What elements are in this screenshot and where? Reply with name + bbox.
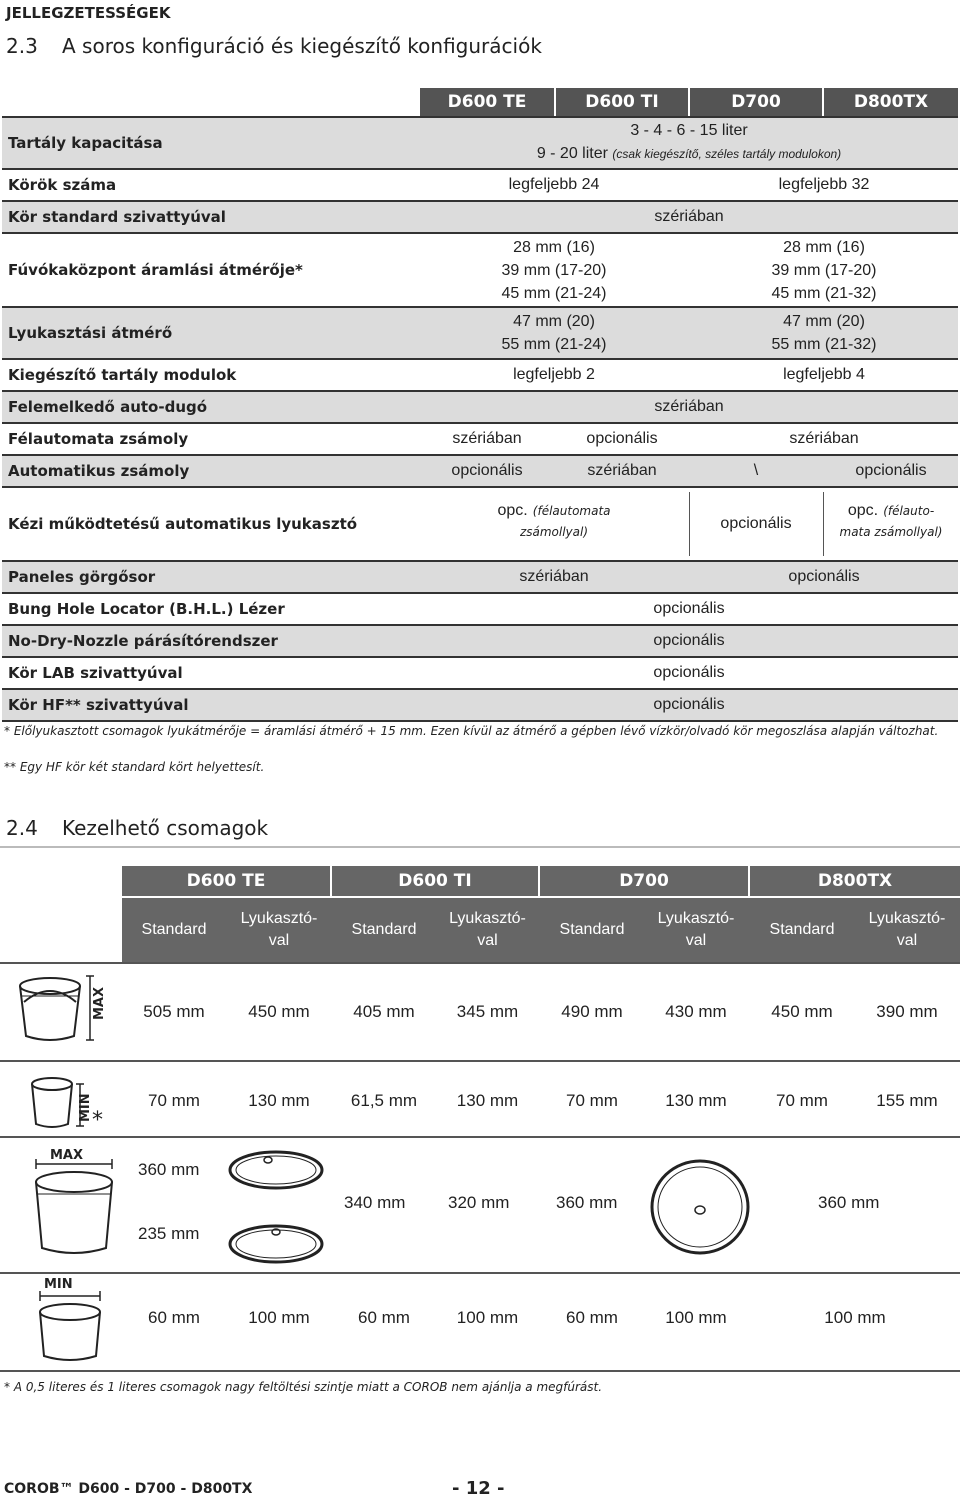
footer-brand: COROB™ D600 - D700 - D800TX	[4, 1481, 253, 1497]
min-height-cell-5: 130 mm	[665, 1091, 727, 1110]
label-bung-hole-locator: Bung Hole Locator (B.H.L.) Lézer	[8, 600, 285, 618]
punch-d600-2: 55 mm (21-24)	[501, 336, 607, 353]
page-number: - 12 -	[452, 1478, 505, 1499]
manual-punch-d600-note1: (félautomata	[532, 504, 611, 518]
semi-stool-d600ti: opcionális	[586, 430, 658, 447]
model-header-d800tx: D800TX	[824, 88, 958, 116]
t2-header-d600ti: D600 TI	[398, 871, 472, 891]
min-height-badge: MIN	[78, 1093, 93, 1122]
auto-plug-value: szériában	[654, 398, 724, 415]
chapter-title: JELLEGZETESSÉGEK	[6, 4, 171, 22]
model-header-d700: D700	[690, 88, 822, 116]
footnote-packages: * A 0,5 literes és 1 literes csomagok nagy feltöltési szintje miatt a COROB nem ajánlja a megfúrást.	[4, 1380, 603, 1394]
subheader-punched: Lyukasztó- val	[868, 910, 946, 949]
min-height-cell-2: 61,5 mm	[350, 1091, 418, 1110]
capacity-line1: 3 - 4 - 6 - 15 liter	[630, 122, 748, 139]
model-header-d600te: D600 TE	[420, 88, 554, 116]
semi-stool-d700-d800: szériában	[789, 430, 859, 447]
lid-icon-large	[644, 1152, 756, 1262]
min-height-asterisk: *	[92, 1108, 103, 1133]
auto-stool-d700: \	[753, 462, 759, 479]
punch-d600	[420, 310, 688, 356]
max-diam-d600ti-std: 340 mm	[344, 1193, 406, 1212]
subheader-standard: Standard	[141, 921, 207, 938]
min-diam-cell-5: 100 mm	[665, 1308, 727, 1327]
section-heading-2-3	[6, 34, 542, 58]
min-diam-cell-2: 60 mm	[358, 1308, 410, 1327]
subheader-punched: Lyukasztó- val	[240, 910, 318, 949]
min-height-cell-3: 130 mm	[456, 1091, 519, 1110]
max-height-cell-6: 450 mm	[771, 1002, 833, 1021]
max-height-cell-2: 405 mm	[353, 1002, 415, 1021]
subheader-punched: Lyukasztó- val	[657, 910, 735, 949]
circuits-d700-d800: legfeljebb 32	[778, 176, 870, 193]
modules-d700-d800: legfeljebb 4	[783, 366, 865, 383]
label-nozzle-diameter: Fúvókaközpont áramlási átmérője*	[8, 261, 303, 279]
label-hf-pump: Kör HF** szivattyúval	[8, 696, 189, 714]
auto-stool-d600te: opcionális	[451, 462, 523, 479]
auto-stool-d800tx: opcionális	[855, 462, 927, 479]
max-height-cell-5: 430 mm	[665, 1002, 727, 1021]
capacity-line2-main: 9 - 20 liter	[536, 145, 608, 162]
nozzle-d700-3: 45 mm (21-32)	[771, 285, 877, 302]
min-diameter-badge: MIN	[44, 1277, 73, 1292]
max-diam-std-2: 235 mm	[138, 1224, 200, 1243]
standard-pump-value: szériában	[654, 208, 724, 225]
lid-icon-top	[224, 1148, 328, 1192]
subheader-punched: Lyukasztó- val	[449, 910, 526, 949]
min-height-cell-6: 70 mm	[776, 1091, 828, 1110]
manual-punch-d600-note2: zsámollyal)	[519, 525, 589, 539]
label-auto-plug: Felemelkedő auto-dugó	[8, 398, 208, 416]
lab-value: opcionális	[653, 664, 725, 681]
capacity-line2	[420, 145, 958, 163]
min-diam-cell-6: 100 mm	[824, 1308, 886, 1327]
t2-header-d600te: D600 TE	[186, 871, 266, 891]
manual-punch-d800-opc: opc.	[847, 502, 879, 519]
max-diam-d700-std: 360 mm	[556, 1193, 618, 1212]
max-diameter-badge: MAX	[50, 1148, 84, 1163]
model-header-d600ti: D600 TI	[556, 88, 688, 116]
section-number-2: 2.4	[6, 816, 38, 840]
nozzle-d700-2: 39 mm (17-20)	[771, 262, 877, 279]
max-height-cell-7: 390 mm	[876, 1002, 938, 1021]
bung-value: opcionális	[653, 600, 725, 617]
semi-stool-d600te: szériában	[452, 430, 522, 447]
label-modules: Kiegészítő tartály modulok	[8, 366, 237, 384]
subheader-standard: Standard	[769, 921, 835, 938]
max-height-badge: MAX	[92, 986, 107, 1020]
max-height-cell-1: 450 mm	[248, 1002, 310, 1021]
section-title: A soros konfiguráció és kiegészítő konfigurációk	[62, 34, 542, 58]
nozzle-d600	[420, 236, 688, 305]
nozzle-d600-2: 39 mm (17-20)	[501, 262, 607, 279]
label-auto-stool: Automatikus zsámoly	[8, 462, 190, 480]
roller-d700-d800: opcionális	[788, 568, 860, 585]
punch-d700-1: 47 mm (20)	[783, 313, 865, 330]
min-diam-cell-1: 100 mm	[248, 1308, 310, 1327]
manual-punch-d700: opcionális	[720, 515, 792, 532]
max-height-cell-3: 345 mm	[456, 1002, 519, 1021]
section-number: 2.3	[6, 34, 38, 58]
no-dry-value: opcionális	[653, 632, 725, 649]
subheader-standard: Standard	[559, 921, 625, 938]
circuits-d600: legfeljebb 24	[508, 176, 600, 193]
nozzle-d700-d800	[690, 236, 958, 305]
punch-d600-1: 47 mm (20)	[513, 313, 595, 330]
label-roller: Paneles görgősor	[8, 568, 156, 586]
min-height-cell-1: 130 mm	[248, 1091, 310, 1110]
bucket-max-diameter-icon	[26, 1156, 122, 1260]
lid-icon-bottom	[224, 1222, 328, 1266]
nozzle-d600-3: 45 mm (21-24)	[501, 285, 607, 302]
label-standard-pump: Kör standard szivattyúval	[8, 208, 226, 226]
label-manual-punch: Kézi működtetésű automatikus lyukasztó	[8, 515, 358, 533]
label-lab-pump: Kör LAB szivattyúval	[8, 664, 183, 682]
manual-punch-d600-opc: opc.	[497, 502, 528, 519]
manual-punch-d600	[420, 500, 688, 539]
manual-punch-d800-note2: mata zsámollyal)	[839, 525, 943, 539]
roller-d600: szériában	[519, 568, 589, 585]
t2-header-d800tx: D800TX	[817, 871, 893, 891]
max-diam-d800tx: 360 mm	[818, 1193, 880, 1212]
min-diam-cell-3: 100 mm	[456, 1308, 519, 1327]
bucket-min-diameter-icon	[30, 1290, 110, 1366]
punch-d700-d800	[690, 310, 958, 356]
max-diam-std-1: 360 mm	[138, 1160, 200, 1179]
max-height-cell-4: 490 mm	[561, 1002, 623, 1021]
t2-header-d700: D700	[619, 871, 669, 891]
modules-d600: legfeljebb 2	[513, 366, 595, 383]
label-no-dry-nozzle: No-Dry-Nozzle párásítórendszer	[8, 632, 278, 650]
max-height-cell-0: 505 mm	[143, 1002, 205, 1021]
manual-punch-d800tx	[824, 500, 958, 539]
section-heading-2-4	[6, 816, 268, 840]
label-circuits: Körök száma	[8, 176, 117, 194]
capacity-line2-note: (csak kiegészítő, széles tartály modulokon)	[612, 147, 842, 161]
min-height-cell-0: 70 mm	[148, 1091, 200, 1110]
auto-stool-d600ti: szériában	[587, 462, 657, 479]
footnote-2: ** Egy HF kör két standard kört helyettesít.	[4, 760, 265, 774]
min-height-cell-7: 155 mm	[876, 1091, 938, 1110]
label-punch-diameter: Lyukasztási átmérő	[8, 324, 173, 342]
nozzle-d700-1: 28 mm (16)	[783, 239, 865, 256]
min-height-cell-4: 70 mm	[566, 1091, 618, 1110]
min-diam-cell-0: 60 mm	[148, 1308, 200, 1327]
hf-value: opcionális	[653, 696, 725, 713]
label-capacity: Tartály kapacitása	[8, 134, 163, 152]
punch-d700-2: 55 mm (21-32)	[771, 336, 877, 353]
min-diam-cell-4: 60 mm	[566, 1308, 618, 1327]
footnote-1: * Előlyukasztott csomagok lyukátmérője = áramlási átmérő + 15 mm. Ezen kívül az átmérő a gépben lévő vízkör/olvadó kör megoszlása alapján változhat.	[4, 724, 939, 738]
nozzle-d600-1: 28 mm (16)	[513, 239, 595, 256]
subheader-standard: Standard	[351, 921, 417, 938]
section-title-2: Kezelhető csomagok	[62, 816, 269, 840]
label-semi-stool: Félautomata zsámoly	[8, 430, 189, 448]
max-diam-d600ti-punch: 320 mm	[448, 1193, 510, 1212]
manual-punch-d800-note1: (félauto-	[883, 504, 935, 518]
